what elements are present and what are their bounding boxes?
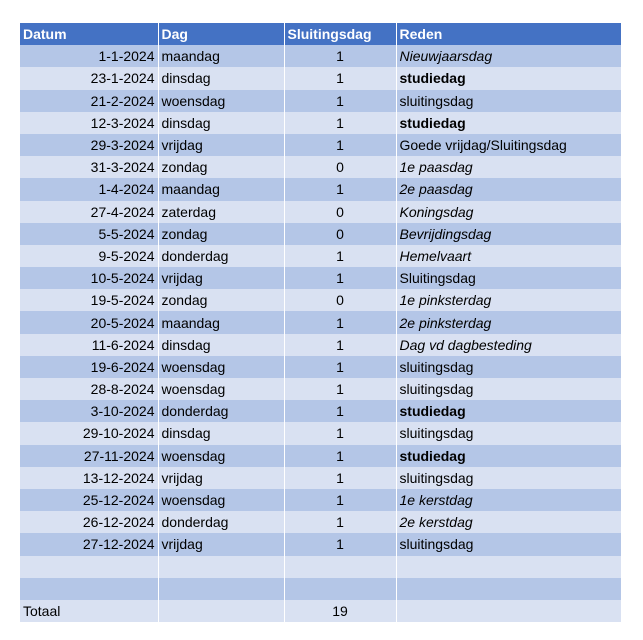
closing-flag-cell[interactable]: 1	[284, 45, 396, 67]
reason-cell[interactable]: studiedag	[396, 112, 621, 134]
closing-flag-cell[interactable]: 1	[284, 267, 396, 289]
closing-flag-cell[interactable]: 1	[284, 178, 396, 200]
reason-cell[interactable]	[396, 556, 621, 578]
table-row	[20, 245, 621, 267]
date-cell[interactable]: 27-12-2024	[20, 533, 158, 555]
date-cell[interactable]: 27-4-2024	[20, 201, 158, 223]
reason-cell[interactable]: Nieuwjaarsdag	[396, 45, 621, 67]
day-cell[interactable]: donderdag	[158, 400, 284, 422]
total-row	[20, 600, 621, 622]
date-cell[interactable]: 1-1-2024	[20, 45, 158, 67]
closing-flag-cell[interactable]: 1	[284, 112, 396, 134]
closing-flag-cell[interactable]: 0	[284, 223, 396, 245]
header-sluitingsdag[interactable]: Sluitingsdag	[284, 23, 396, 45]
date-cell[interactable]: 31-3-2024	[20, 156, 158, 178]
total-empty-cell[interactable]	[396, 600, 621, 622]
day-cell[interactable]: zondag	[158, 289, 284, 311]
reason-cell[interactable]: 1e paasdag	[396, 156, 621, 178]
date-cell[interactable]: 20-5-2024	[20, 311, 158, 333]
day-cell[interactable]: donderdag	[158, 511, 284, 533]
day-cell[interactable]: vrijdag	[158, 134, 284, 156]
table-row	[20, 45, 621, 67]
date-cell[interactable]: 3-10-2024	[20, 400, 158, 422]
table-row	[20, 156, 621, 178]
table-row	[20, 334, 621, 356]
closing-flag-cell[interactable]	[284, 578, 396, 600]
closing-flag-cell[interactable]: 0	[284, 156, 396, 178]
table-row	[20, 201, 621, 223]
table-row	[20, 112, 621, 134]
date-cell[interactable]: 19-5-2024	[20, 289, 158, 311]
header-dag[interactable]: Dag	[158, 23, 284, 45]
header-datum[interactable]: Datum	[20, 23, 158, 45]
table-row	[20, 400, 621, 422]
reason-cell[interactable]: 2e kerstdag	[396, 511, 621, 533]
closing-flag-cell[interactable]: 1	[284, 378, 396, 400]
closing-flag-cell[interactable]: 1	[284, 90, 396, 112]
header-reden[interactable]: Reden	[396, 23, 621, 45]
closing-flag-cell[interactable]: 1	[284, 67, 396, 89]
reason-cell[interactable]: sluitingsdag	[396, 90, 621, 112]
reason-cell[interactable]: Koningsdag	[396, 201, 621, 223]
closing-flag-cell[interactable]: 1	[284, 445, 396, 467]
table-row	[20, 90, 621, 112]
day-cell[interactable]: woensdag	[158, 445, 284, 467]
closing-flag-cell[interactable]: 1	[284, 311, 396, 333]
reason-cell[interactable]: 1e pinksterdag	[396, 289, 621, 311]
day-cell[interactable]	[158, 578, 284, 600]
total-value[interactable]: 19	[284, 600, 396, 622]
reason-cell[interactable]: studiedag	[396, 445, 621, 467]
table-row	[20, 578, 621, 600]
table-row	[20, 67, 621, 89]
closing-flag-cell[interactable]: 1	[284, 489, 396, 511]
closing-flag-cell[interactable]	[284, 556, 396, 578]
table-row	[20, 289, 621, 311]
date-cell[interactable]	[20, 578, 158, 600]
day-cell[interactable]: dinsdag	[158, 422, 284, 444]
day-cell[interactable]: zondag	[158, 223, 284, 245]
reason-cell[interactable]: sluitingsdag	[396, 533, 621, 555]
closing-flag-cell[interactable]: 1	[284, 533, 396, 555]
table-row	[20, 311, 621, 333]
day-cell[interactable]: woensdag	[158, 356, 284, 378]
reason-cell[interactable]: sluitingsdag	[396, 422, 621, 444]
reason-cell[interactable]: studiedag	[396, 67, 621, 89]
reason-cell[interactable]	[396, 578, 621, 600]
table-row	[20, 378, 621, 400]
date-cell[interactable]: 29-3-2024	[20, 134, 158, 156]
reason-cell[interactable]: sluitingsdag	[396, 467, 621, 489]
date-cell[interactable]: 29-10-2024	[20, 422, 158, 444]
date-cell[interactable]	[20, 556, 158, 578]
date-cell[interactable]: 12-3-2024	[20, 112, 158, 134]
day-cell[interactable]: vrijdag	[158, 267, 284, 289]
date-cell[interactable]: 10-5-2024	[20, 267, 158, 289]
closing-flag-cell[interactable]: 1	[284, 400, 396, 422]
table-row	[20, 489, 621, 511]
table-row	[20, 511, 621, 533]
day-cell[interactable]: woensdag	[158, 90, 284, 112]
day-cell[interactable]: vrijdag	[158, 467, 284, 489]
day-cell[interactable]: zaterdag	[158, 201, 284, 223]
closing-flag-cell[interactable]: 1	[284, 356, 396, 378]
reason-cell[interactable]: sluitingsdag	[396, 378, 621, 400]
day-cell[interactable]: vrijdag	[158, 533, 284, 555]
reason-cell[interactable]: Hemelvaart	[396, 245, 621, 267]
total-empty-cell[interactable]	[158, 600, 284, 622]
day-cell[interactable]	[158, 556, 284, 578]
day-cell[interactable]: donderdag	[158, 245, 284, 267]
closing-flag-cell[interactable]: 1	[284, 467, 396, 489]
date-cell[interactable]: 11-6-2024	[20, 334, 158, 356]
table-row	[20, 533, 621, 555]
table-row	[20, 134, 621, 156]
closing-flag-cell[interactable]: 1	[284, 422, 396, 444]
reason-cell[interactable]: Goede vrijdag/Sluitingsdag	[396, 134, 621, 156]
date-cell[interactable]: 23-1-2024	[20, 67, 158, 89]
closing-days-table	[20, 23, 621, 622]
closing-flag-cell[interactable]: 1	[284, 511, 396, 533]
day-cell[interactable]: maandag	[158, 45, 284, 67]
table-row	[20, 467, 621, 489]
date-cell[interactable]: 25-12-2024	[20, 489, 158, 511]
table-row	[20, 356, 621, 378]
table-body	[20, 45, 621, 600]
reason-cell[interactable]: Bevrijdingsdag	[396, 223, 621, 245]
closing-flag-cell[interactable]: 0	[284, 289, 396, 311]
day-cell[interactable]: woensdag	[158, 489, 284, 511]
table-row	[20, 422, 621, 444]
date-cell[interactable]: 13-12-2024	[20, 467, 158, 489]
date-cell[interactable]: 27-11-2024	[20, 445, 158, 467]
reason-cell[interactable]: studiedag	[396, 400, 621, 422]
closing-flag-cell[interactable]: 1	[284, 334, 396, 356]
day-cell[interactable]: dinsdag	[158, 112, 284, 134]
closing-flag-cell[interactable]: 1	[284, 134, 396, 156]
date-cell[interactable]: 21-2-2024	[20, 90, 158, 112]
date-cell[interactable]: 28-8-2024	[20, 378, 158, 400]
reason-cell[interactable]: Dag vd dagbesteding	[396, 334, 621, 356]
reason-cell[interactable]: 2e paasdag	[396, 178, 621, 200]
table-row	[20, 178, 621, 200]
table-row	[20, 556, 621, 578]
reason-cell[interactable]: sluitingsdag	[396, 356, 621, 378]
day-cell[interactable]: dinsdag	[158, 334, 284, 356]
date-cell[interactable]: 9-5-2024	[20, 245, 158, 267]
date-cell[interactable]: 19-6-2024	[20, 356, 158, 378]
day-cell[interactable]: zondag	[158, 156, 284, 178]
reason-cell[interactable]: 2e pinksterdag	[396, 311, 621, 333]
date-cell[interactable]: 26-12-2024	[20, 511, 158, 533]
date-cell[interactable]: 5-5-2024	[20, 223, 158, 245]
reason-cell[interactable]: Sluitingsdag	[396, 267, 621, 289]
header-row	[20, 23, 621, 45]
date-cell[interactable]: 1-4-2024	[20, 178, 158, 200]
table-row	[20, 267, 621, 289]
table-row	[20, 223, 621, 245]
reason-cell[interactable]: 1e kerstdag	[396, 489, 621, 511]
closing-flag-cell[interactable]: 1	[284, 245, 396, 267]
table-row	[20, 445, 621, 467]
day-cell[interactable]: dinsdag	[158, 67, 284, 89]
closing-flag-cell[interactable]: 0	[284, 201, 396, 223]
day-cell[interactable]: maandag	[158, 311, 284, 333]
day-cell[interactable]: woensdag	[158, 378, 284, 400]
total-label[interactable]: Totaal	[20, 600, 158, 622]
day-cell[interactable]: maandag	[158, 178, 284, 200]
